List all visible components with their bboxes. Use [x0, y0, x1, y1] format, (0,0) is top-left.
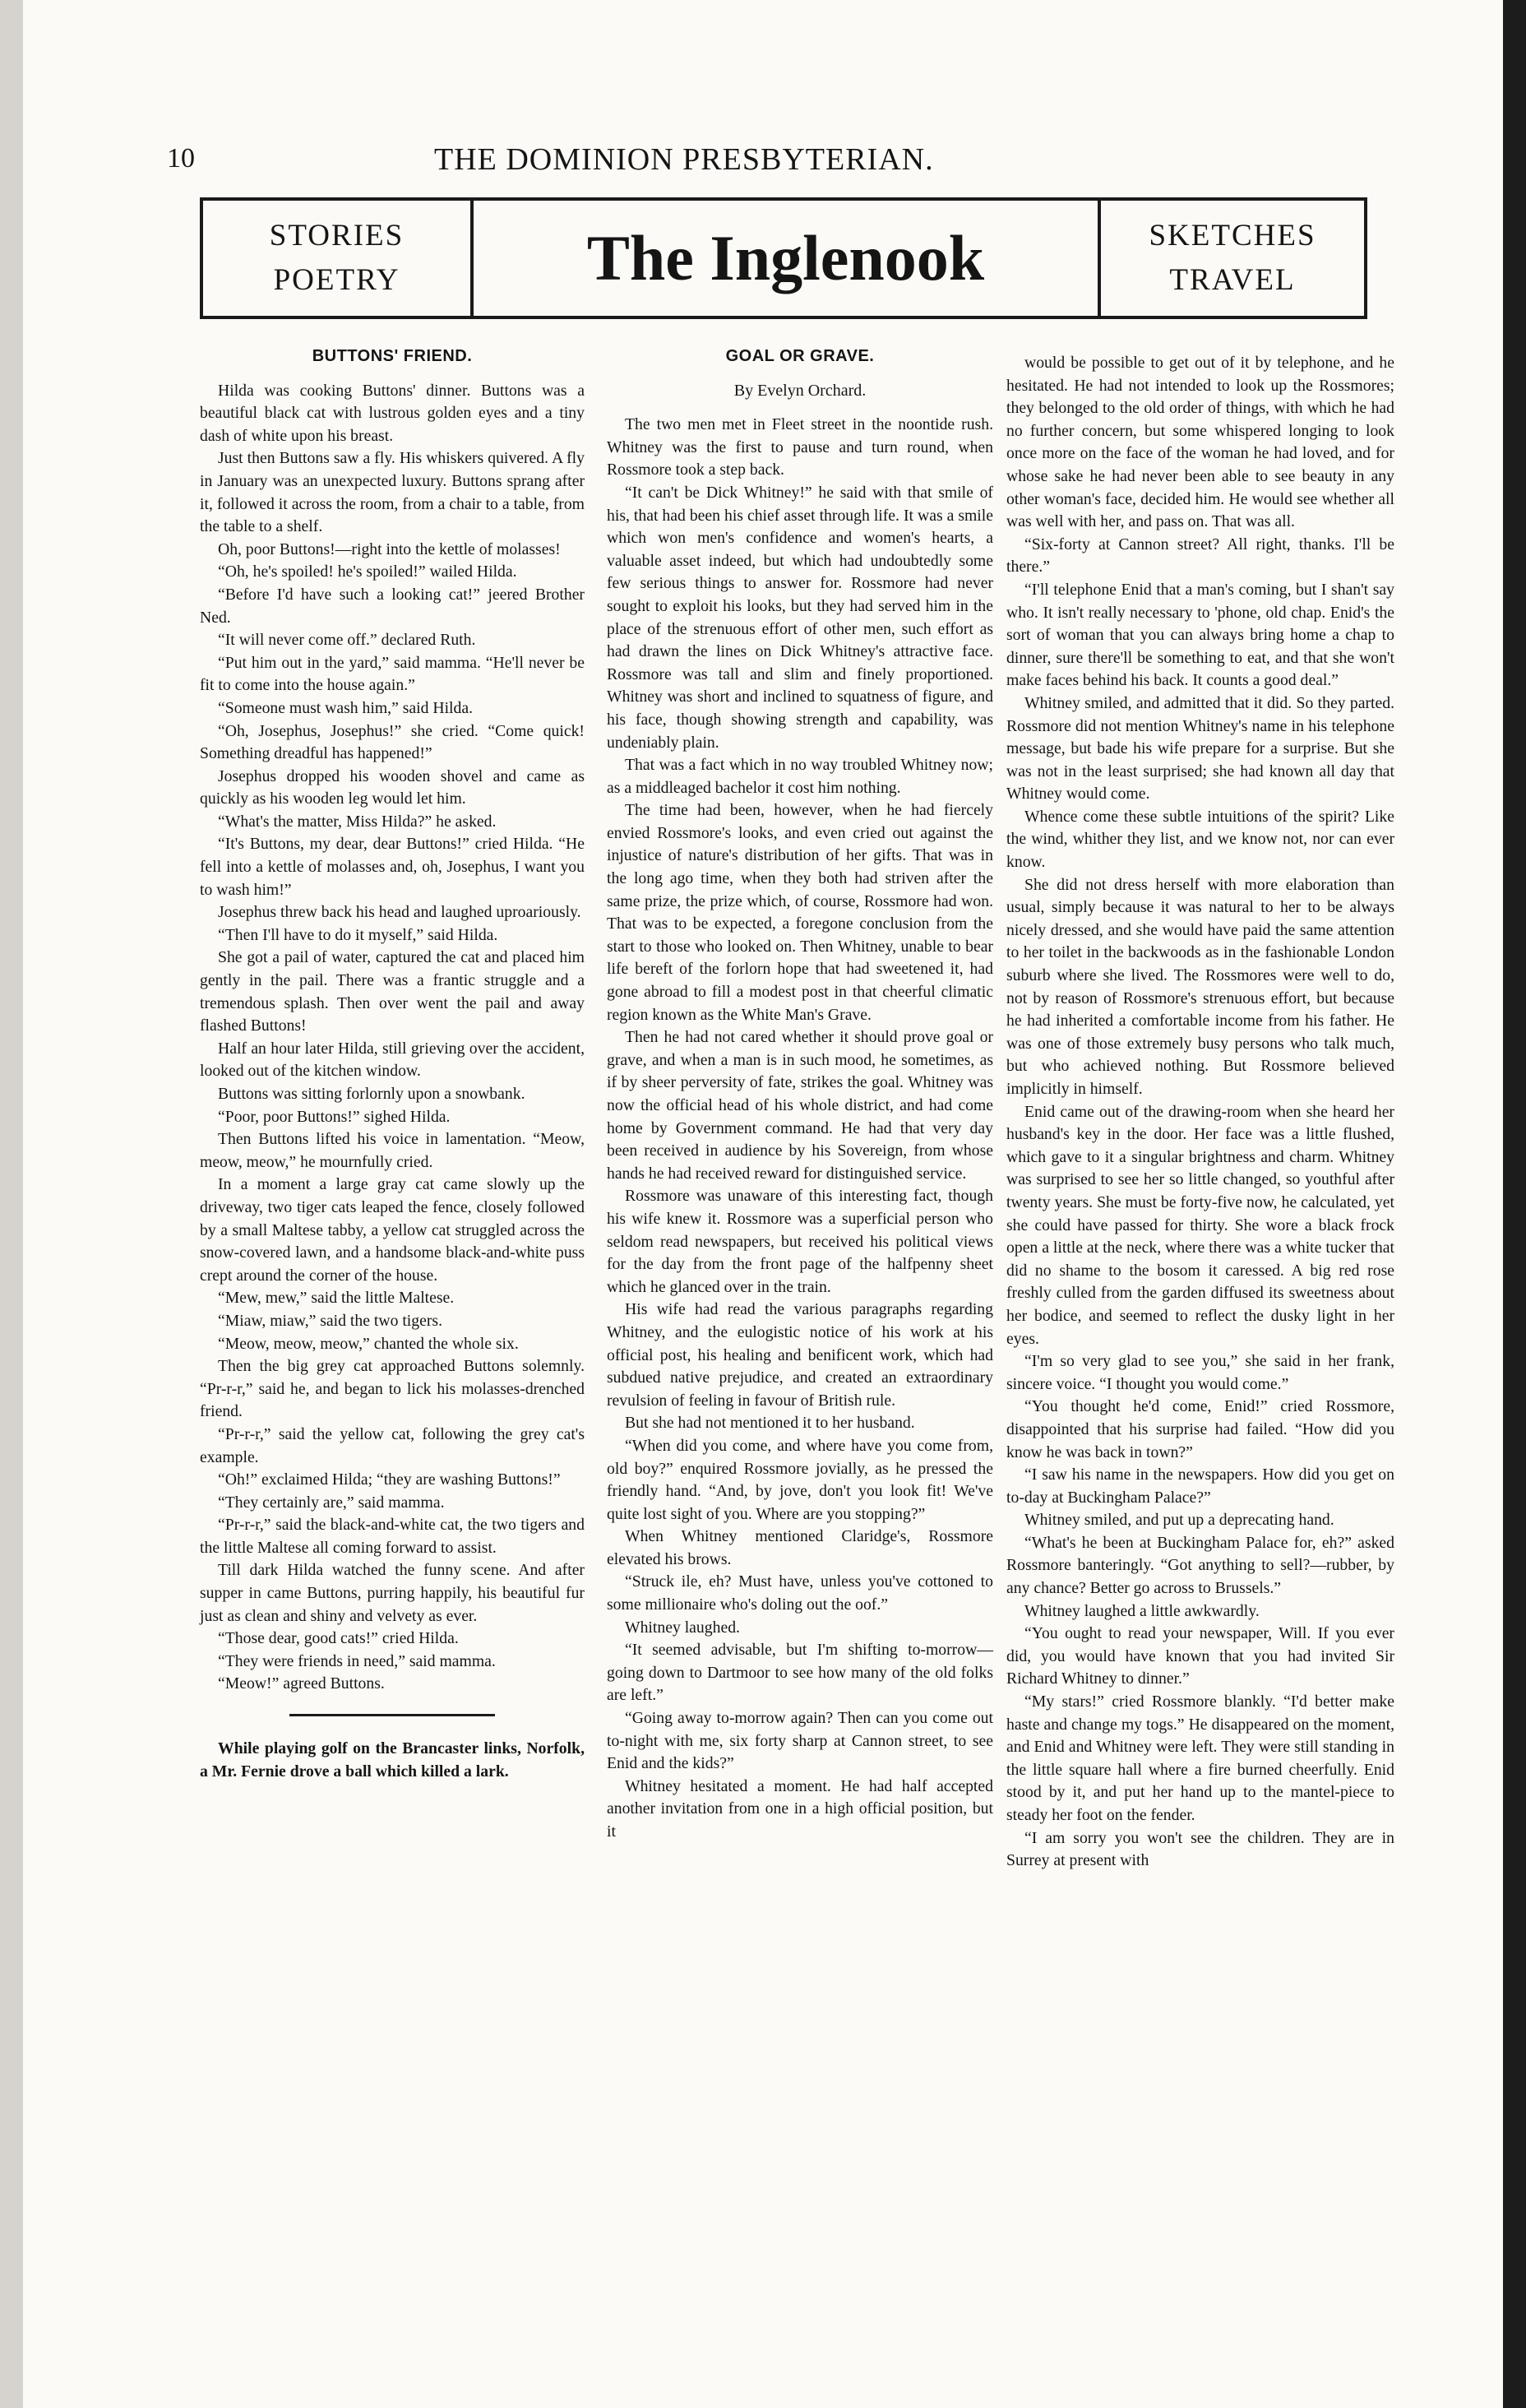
paragraph: Then he had not cared whether it should prove goal or grave, and when a man is in such mood, he sometimes, as if by sheer perversity of fate, strikes the goal. Whitney was now the official head of his whole district, and had come home by Government command. He had that very day been received in audience by his Sovereign, from whose hands he had received reward for distinguished service.: [607, 1028, 993, 1183]
paragraph: would be possible to get out of it by telephone, and he hesitated. He had not intended to look up the Rossmores; they belonged to the old order of things, with which he had no further concern, but some whispered longing to look once more on the face of the woman he had loved, and for whose sake he had never been able to see beauty in any other woman's face, decided him. He would see whether all was well with her, and pass on. That was all.: [1006, 354, 1394, 531]
paragraph: “I am sorry you won't see the children. They are in Surrey at present with: [1006, 1828, 1394, 1870]
paragraph: Till dark Hilda watched the funny scene. And after supper in came Buttons, purring happily, his beautiful fur just as clean and shiny and velvety as ever.: [200, 1561, 585, 1625]
paragraph: “Before I'd have such a looking cat!” jeered Brother Ned.: [200, 585, 585, 627]
paragraph: In a moment a large gray cat came slowly up the driveway, two tiger cats leaped the fence, closely followed by a small Maltese tabby, a yellow cat struggled across the snow-covered lawn, and a handsome black-and-white puss crept around the corner of the house.: [200, 1175, 585, 1285]
paragraph: “What's the matter, Miss Hilda?” he asked.: [218, 812, 497, 831]
story-body-buttons-friend: [200, 380, 585, 1696]
paragraph: “Pr-r-r,” said the black-and-white cat, the two tigers and the little Maltese all coming forward to assist.: [200, 1516, 585, 1557]
paragraph: The two men met in Fleet street in the noontide rush. Whitney was the first to pause and turn round, when Rossmore took a step back.: [607, 415, 993, 479]
banner-stories-label: STORIES: [269, 219, 405, 252]
paragraph: “You thought he'd come, Enid!” cried Rossmore, disappointed that his surprise had failed. “How did you know he was back in town?”: [1006, 1397, 1394, 1461]
paragraph: “They were friends in need,” said mamma.: [218, 1651, 496, 1670]
paragraph: “When did you come, and where have you come from, old boy?” enquired Rossmore jovially, as he pressed the friendly hand. “And, by jove, don't you look fit! We've quite lost sight of you. Where are you stopping?”: [607, 1436, 993, 1523]
paragraph: When Whitney mentioned Claridge's, Rossmore elevated his brows.: [607, 1527, 993, 1568]
story-title-goal-or-grave: GOAL OR GRAVE.: [725, 347, 875, 365]
section-banner: [200, 197, 1367, 319]
column-goal-or-grave: [607, 345, 993, 1844]
paragraph: Whitney laughed.: [625, 1618, 740, 1637]
newspaper-title: THE DOMINION PRESBYTERIAN.: [434, 142, 934, 177]
story-byline: By Evelyn Orchard.: [733, 381, 867, 400]
paragraph: Oh, poor Buttons!—right into the kettle of molasses!: [218, 539, 561, 558]
paragraph: “Struck ile, eh? Must have, unless you've cottoned to some millionaire who's doling out the oof.”: [607, 1572, 993, 1614]
paragraph: “They certainly are,” said mamma.: [218, 1493, 445, 1512]
banner-right-box: [1098, 201, 1364, 316]
story-title-buttons-friend: BUTTONS' FRIEND.: [312, 347, 473, 365]
column-goal-or-grave-continued: [1006, 352, 1394, 1873]
paragraph: Buttons was sitting forlornly upon a snowbank.: [218, 1085, 525, 1103]
paragraph: “Meow!” agreed Buttons.: [218, 1674, 385, 1693]
paragraph: “I'm so very glad to see you,” she said in her frank, sincere voice. “I thought you would come.”: [1006, 1352, 1394, 1393]
paragraph: “Those dear, good cats!” cried Hilda.: [218, 1629, 459, 1648]
paragraph: “I saw his name in the newspapers. How did you get on to-day at Buckingham Palace?”: [1006, 1466, 1394, 1507]
story-body-continued: [1006, 352, 1394, 1873]
paragraph: “It seemed advisable, but I'm shifting to-morrow—going down to Dartmoor to see how many of the old folks are left.”: [607, 1641, 993, 1705]
newspaper-page: [23, 0, 1503, 2408]
paragraph: His wife had read the various paragraphs regarding Whitney, and the eulogistic notice of his work at his official post, his healing and benificent work, which had subdued native prejudice, and created an extraordinary revulsion of feeling in favour of British rule.: [607, 1300, 993, 1410]
paragraph: “It can't be Dick Whitney!” he said with that smile of his, that had been his chief asset through life. It was a smile which won men's confidence and women's hearts, a valuable asset indeed, but which had undoubtedly some few serious things to answer for. Rossmore had never sought to exploit his looks, but they had served him in the place of the strenuous effort of other men, such effort as had drawn the lines on Dick Whitney's attractive face. Rossmore was tall and slim and finely proportioned. Whitney was short and inclined to squatness of figure, and his face, though showing strength and capability, was undeniably plain.: [607, 483, 993, 752]
page-number: 10: [167, 143, 195, 174]
paragraph: Then Buttons lifted his voice in lamentation. “Meow, meow, meow,” he mournfully cried.: [200, 1130, 585, 1171]
paragraph: “Pr-r-r,” said the yellow cat, following the grey cat's example.: [200, 1424, 585, 1466]
banner-travel-label: TRAVEL: [1169, 263, 1296, 297]
paragraph: “You ought to read your newspaper, Will. If you ever did, you would have known that you had invited Sir Richard Whitney to dinner.”: [1006, 1624, 1394, 1688]
paragraph: “Oh, Josephus, Josephus!” she cried. “Come quick! Something dreadful has happened!”: [200, 721, 585, 763]
paragraph: But she had not mentioned it to her husband.: [625, 1414, 915, 1433]
paragraph: “My stars!” cried Rossmore blankly. “I'd better make haste and change my togs.” He disappeared on the moment, and Enid and Whitney were left. They were still standing in the little square hall where a fire burned cheerfully. Enid stood by it, and put her hand up to the mantel-piece to steady her foot on the fender.: [1006, 1693, 1394, 1824]
paragraph: She got a pail of water, captured the cat and placed him gently in the pail. There was a frantic struggle and a tremendous splash. Then over went the pail and away flashed Buttons!: [200, 948, 585, 1035]
paragraph: Whitney hesitated a moment. He had half accepted another invitation from one in a high official position, but it: [607, 1776, 993, 1841]
paragraph: Whence come these subtle intuitions of the spirit? Like the wind, whither they list, and we know not, nor can ever know.: [1006, 807, 1394, 872]
paragraph: “It will never come off.” declared Ruth.: [218, 631, 476, 650]
paragraph: Whitney smiled, and admitted that it did. So they parted. Rossmore did not mention Whitney's name in his telephone message, but bade his wife prepare for a surprise. But she was not in the least surprised; she had known all day that Whitney would come.: [1006, 693, 1394, 803]
paragraph: “Meow, meow, meow,” chanted the whole six.: [218, 1334, 519, 1353]
paragraph: “Mew, mew,” said the little Maltese.: [218, 1289, 455, 1308]
paragraph: Half an hour later Hilda, still grieving over the accident, looked out of the kitchen window.: [200, 1039, 585, 1081]
paragraph: “Six-forty at Cannon street? All right, thanks. I'll be there.”: [1006, 535, 1394, 577]
paragraph: Josephus threw back his head and laughed uproariously.: [218, 903, 581, 922]
paragraph: Whitney smiled, and put up a deprecating hand.: [1024, 1511, 1334, 1530]
divider-rule: [289, 1714, 495, 1716]
news-note-golf-lark: While playing golf on the Brancaster links, Norfolk, a Mr. Fernie drove a ball which killed a lark.: [200, 1739, 585, 1781]
paragraph: “What's he been at Buckingham Palace for, eh?” asked Rossmore banteringly. “Got anything to sell?—rubber, by any chance? Better go across to Brussels.”: [1006, 1533, 1394, 1598]
page-edge-shadow: [1503, 0, 1526, 2408]
paragraph: The time had been, however, when he had fiercely envied Rossmore's looks, and even cried out against the injustice of nature's distribution of her gifts. That was in the long ago time, when they both had striven after the same prize, the prize which, of course, Rossmore had won. That was to be expected, a foregone conclusion from the start to those who looked on. Then Whitney, unable to bear life bereft of the forlorn hope that had sweetened it, had gone abroad to fill a modest post in that cheerful climatic region known as the White Man's Grave.: [607, 801, 993, 1024]
paragraph: “Poor, poor Buttons!” sighed Hilda.: [218, 1107, 451, 1126]
paragraph: That was a fact which in no way troubled Whitney now; as a middleaged bachelor it cost him nothing.: [607, 756, 993, 797]
paragraph: Just then Buttons saw a fly. His whiskers quivered. A fly in January was an unexpected luxury. Buttons sprang after it, followed it across the room, from a chair to a table, from the table to a shelf.: [200, 449, 585, 536]
paragraph: Then the big grey cat approached Buttons solemnly. “Pr-r-r,” said he, and began to lick his molasses-drenched friend.: [200, 1357, 585, 1421]
paragraph: “Oh!” exclaimed Hilda; “they are washing Buttons!”: [218, 1470, 561, 1489]
banner-sketches-label: SKETCHES: [1149, 219, 1316, 252]
paragraph: Rossmore was unaware of this interesting fact, though his wife knew it. Rossmore was a superficial person who seldom read newspapers, but received his political views for the day from the front page of the halfpenny sheet which he glanced over in the train.: [607, 1187, 993, 1296]
banner-poetry-label: POETRY: [273, 263, 400, 297]
paragraph: Josephus dropped his wooden shovel and came as quickly as his wooden leg would let him.: [200, 766, 585, 808]
paragraph: “Going away to-morrow again? Then can you come out to-night with me, six forty sharp at Cannon street, to see Enid and the kids?”: [607, 1709, 993, 1773]
paragraph: Hilda was cooking Buttons' dinner. Buttons was a beautiful black cat with lustrous golden eyes and a tiny dash of white upon his breast.: [200, 381, 585, 445]
paragraph: She did not dress herself with more elaboration than usual, simply because it was natural to her to be always nicely dressed, and she would have paid the same attention to her toilet in the backwoods as in the fashionable London suburb where she lived. The Rossmores were well to do, not by reason of Rossmore's strenuous effort, but because he had inherited a comfortable income from his father. He was one of those extremely busy persons who talk much, but who achieved nothing. But Rossmore believed implicitly in himself.: [1006, 875, 1394, 1098]
column-buttons-friend: [200, 345, 585, 1783]
story-body-goal-or-grave: [607, 414, 993, 1843]
paragraph: “It's Buttons, my dear, dear Buttons!” cried Hilda. “He fell into a kettle of molasses and, oh, Josephus, I want you to wash him!”: [200, 835, 585, 899]
paragraph: “Oh, he's spoiled! he's spoiled!” wailed Hilda.: [218, 563, 517, 581]
paragraph: Enid came out of the drawing-room when she heard her husband's key in the door. Her face was a little flushed, which gave to it a singular brightness and charm. Whitney was surprised to see her so little changed, so youthful after twenty years. She must be forty-five now, he calculated, yet she could have passed for thirty. She wore a black frock open a little at the neck, where there was a white tucker that did no shame to the bosom it caressed. A big red rose freshly culled from the garden diffused its sweetness about her bodice, and seemed to reflect the dusky light in her eyes.: [1006, 1102, 1394, 1348]
paragraph: Whitney laughed a little awkwardly.: [1024, 1601, 1260, 1620]
paragraph: “Put him out in the yard,” said mamma. “He'll never be fit to come into the house again.”: [200, 653, 585, 695]
paragraph: “I'll telephone Enid that a man's coming, but I shan't say who. It isn't really necessary to 'phone, old chap. Enid's the sort of woman that you can always bring home a chap to dinner, sure there'll be something to eat, and that she won't make faces behind his back. It counts a good deal.”: [1006, 580, 1394, 690]
paragraph: “Miaw, miaw,” said the two tigers.: [218, 1311, 442, 1330]
section-title: The Inglenook: [586, 222, 985, 294]
paragraph: “Then I'll have to do it myself,” said Hilda.: [218, 925, 498, 944]
banner-left-box: [203, 201, 474, 316]
paragraph: “Someone must wash him,” said Hilda.: [218, 698, 474, 717]
